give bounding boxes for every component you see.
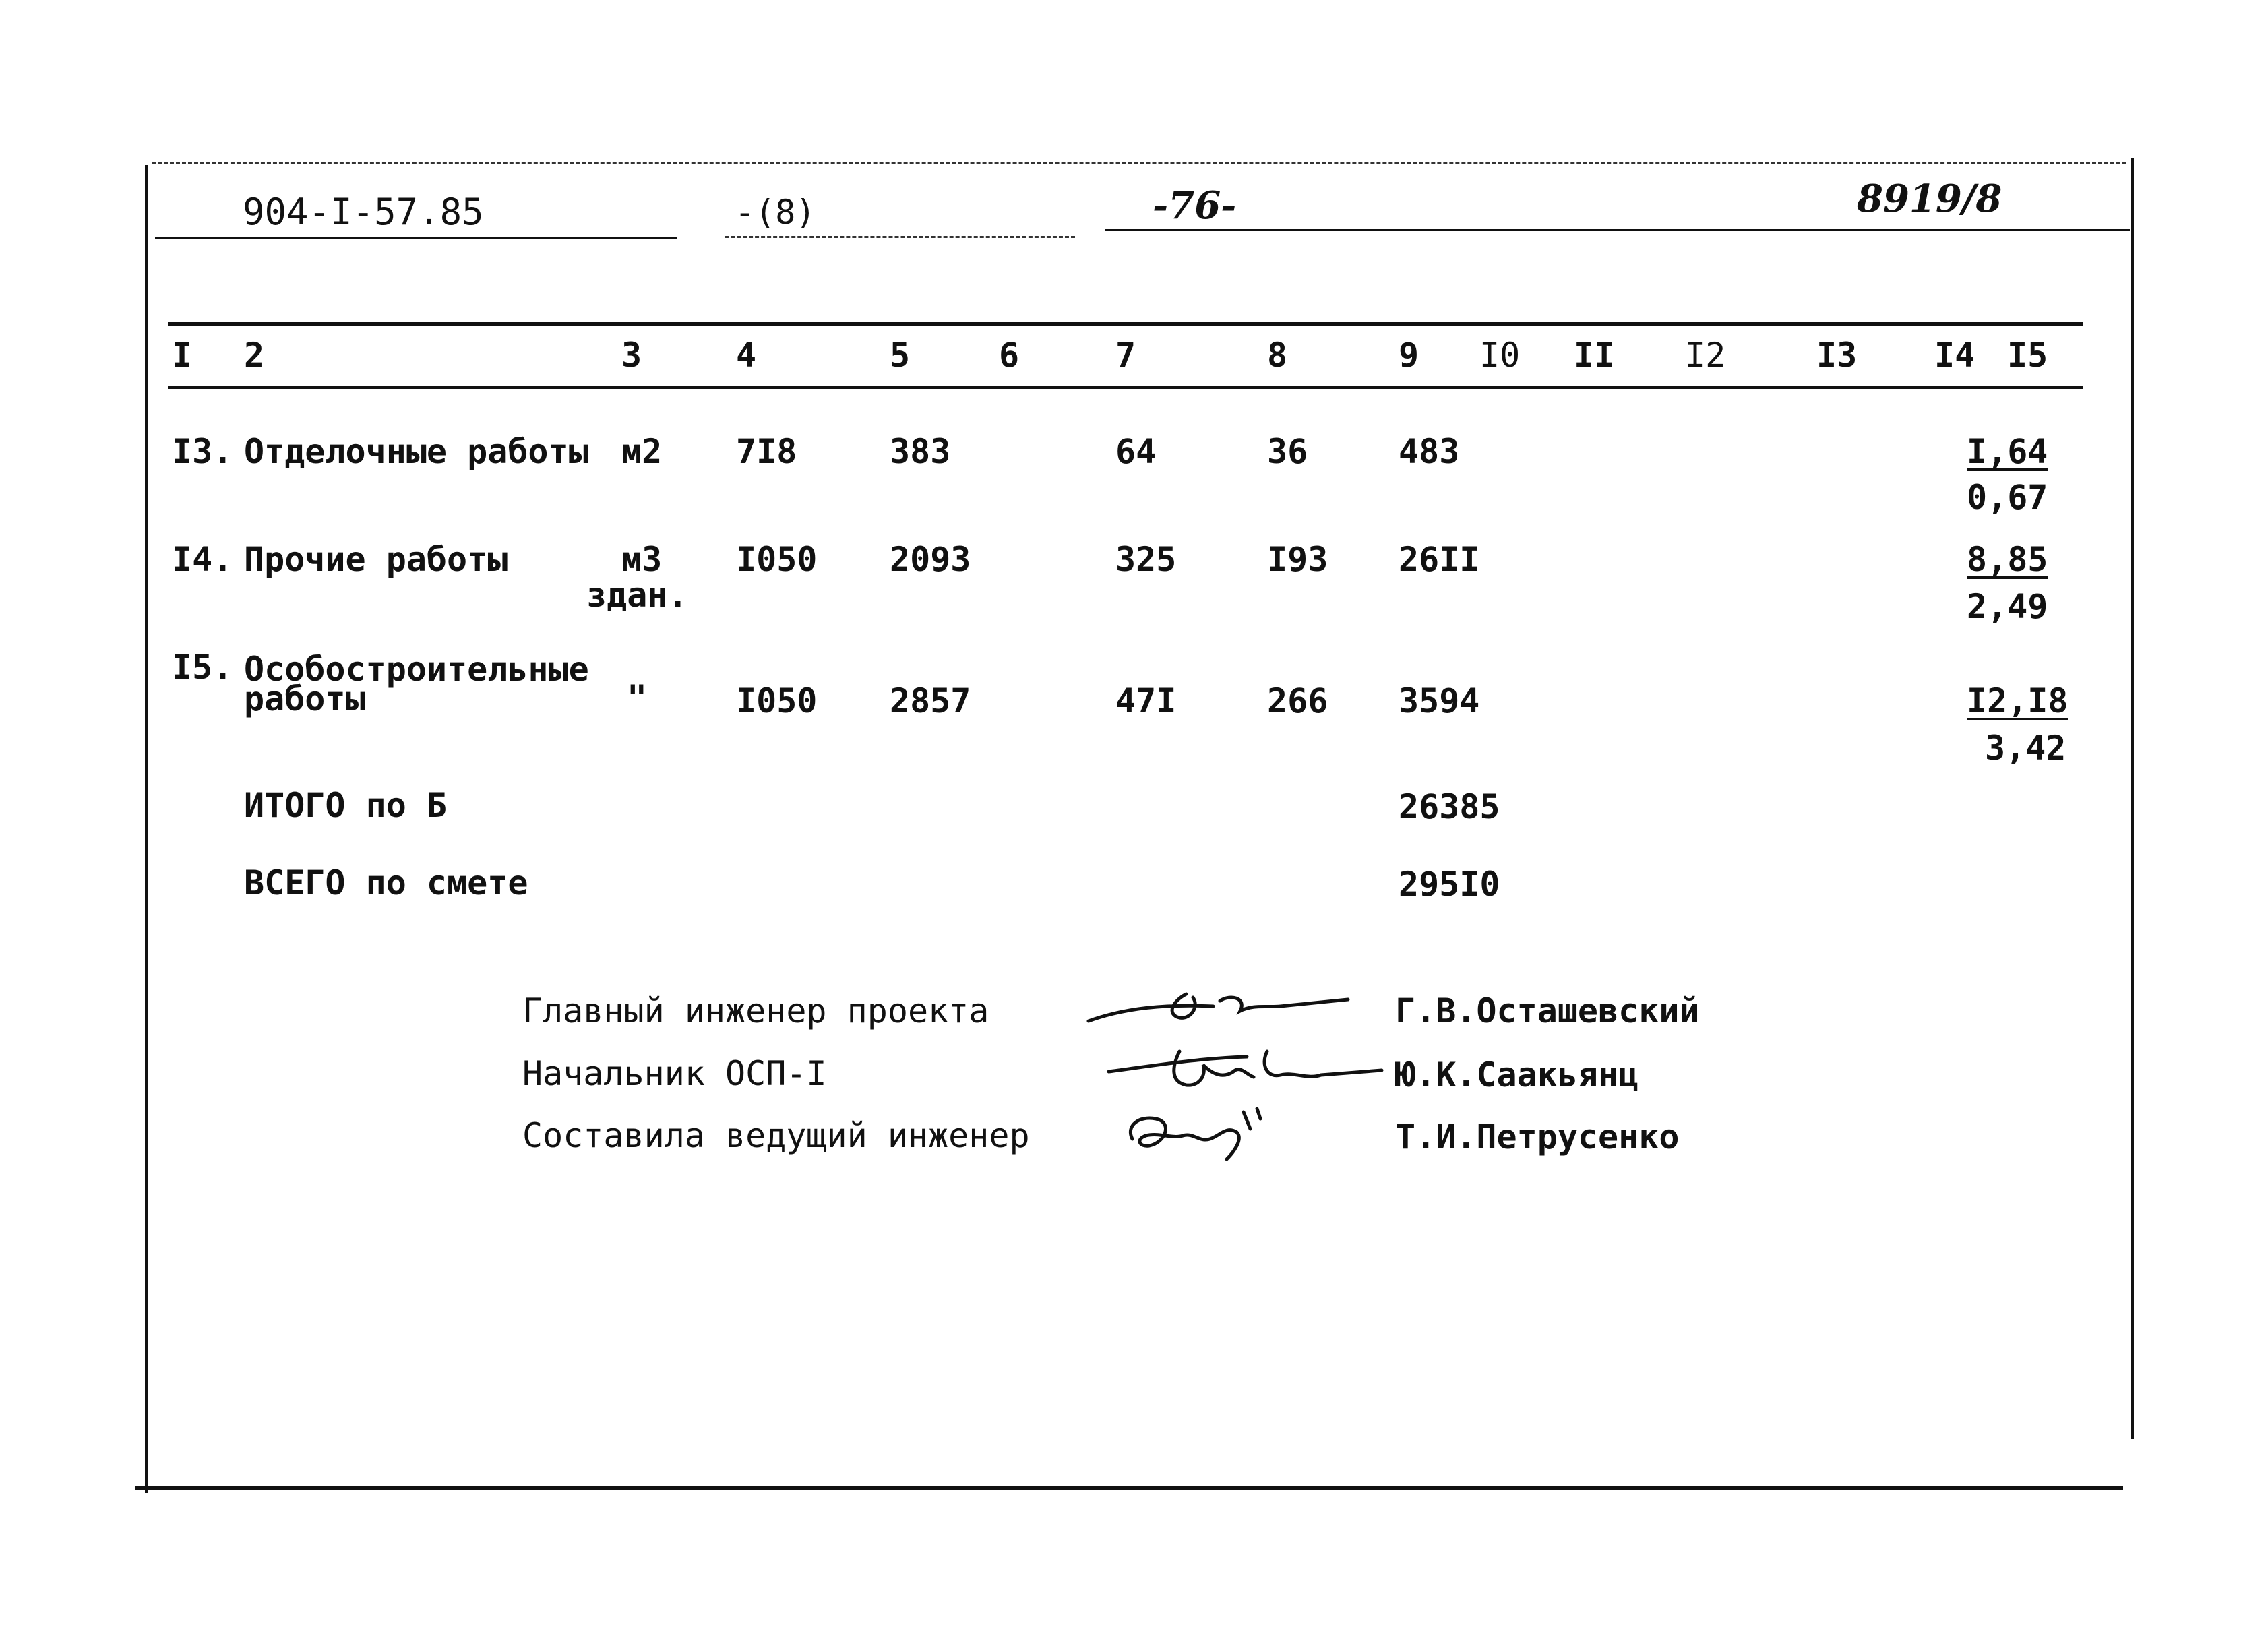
cell-col4: 7I8 <box>736 432 797 471</box>
cell-col8: 266 <box>1267 681 1328 720</box>
cell-col5: 2093 <box>890 540 971 579</box>
column-header: 2 <box>244 336 265 375</box>
column-header: I2 <box>1685 336 1726 375</box>
cell-col15-top: 8,85 <box>1967 540 2048 579</box>
column-header: I3 <box>1816 336 1858 375</box>
cell-col15-bottom: 2,49 <box>1967 587 2048 626</box>
cell-col4: I050 <box>736 540 818 579</box>
row-name: Особостроительные <box>244 650 589 689</box>
signature-scribble-1 <box>1085 981 1355 1035</box>
column-header: 3 <box>621 336 642 375</box>
row-name: Прочие работы <box>244 540 508 579</box>
cell-col15-bottom: 3,42 <box>1985 729 2066 768</box>
column-header: I <box>172 336 193 375</box>
right-border <box>2131 158 2134 1439</box>
cell-col9: 3594 <box>1399 681 1480 720</box>
signature-scribble-3 <box>1119 1099 1281 1166</box>
row-unit-line2: здан. <box>586 576 688 615</box>
row-name: Отделочные работы <box>244 432 589 471</box>
row-unit: м2 <box>621 432 663 471</box>
table-top-rule <box>168 322 2083 326</box>
column-header: 8 <box>1267 336 1288 375</box>
top-border <box>152 162 2126 164</box>
cell-col7: 325 <box>1115 540 1177 579</box>
column-header: 4 <box>736 336 757 375</box>
cell-col8: I93 <box>1267 540 1328 579</box>
column-header: 9 <box>1399 336 1419 375</box>
cell-col5: 383 <box>890 432 951 471</box>
total-value: 26385 <box>1399 787 1500 826</box>
doc-number: 904-I-57.85 <box>243 191 484 233</box>
row-unit: " <box>627 678 648 717</box>
signatory-role: Начальник ОСП-I <box>522 1054 827 1093</box>
signatory-role: Составила ведущий инженер <box>522 1116 1030 1155</box>
table-header-rule <box>168 386 2083 389</box>
signature-scribble-2 <box>1105 1038 1388 1099</box>
part-underline <box>725 236 1075 238</box>
row-name-line2: работы <box>244 679 366 718</box>
signatory-name: Г.В.Осташевский <box>1395 991 1700 1030</box>
column-header: I5 <box>2007 336 2048 375</box>
row-number: I5. <box>172 648 233 687</box>
total-value: 295I0 <box>1399 865 1500 904</box>
column-header: II <box>1574 336 1615 375</box>
column-header: I4 <box>1934 336 1975 375</box>
signatory-name: Т.И.Петрусенко <box>1395 1117 1680 1157</box>
bottom-border <box>135 1486 2123 1490</box>
row-number: I3. <box>172 432 233 471</box>
part-number: -(8) <box>735 193 816 232</box>
archive-number: 8919/8 <box>1857 177 2002 221</box>
page-number: -76- <box>1153 183 1237 228</box>
cell-col7: 64 <box>1115 432 1157 471</box>
cell-col4: I050 <box>736 681 818 720</box>
column-header: I0 <box>1479 336 1521 375</box>
row-unit: м3 <box>621 540 663 579</box>
cell-col15-top: I,64 <box>1967 432 2048 471</box>
cell-col15-bottom: 0,67 <box>1967 478 2048 517</box>
signatory-name: Ю.К.Саакьянц <box>1395 1055 1639 1095</box>
total-label: ИТОГО по Б <box>244 786 448 825</box>
column-header: 6 <box>999 336 1020 375</box>
cell-col15-top: I2,I8 <box>1967 681 2068 720</box>
column-header: 7 <box>1115 336 1136 375</box>
total-label: ВСЕГО по смете <box>244 863 528 902</box>
cell-col9: 483 <box>1399 432 1460 471</box>
cell-col7: 47I <box>1115 681 1177 720</box>
row-number: I4. <box>172 540 233 579</box>
cell-col9: 26II <box>1399 540 1480 579</box>
header-right-underline <box>1105 229 2130 231</box>
cell-col8: 36 <box>1267 432 1308 471</box>
column-header: 5 <box>890 336 911 375</box>
doc-number-underline <box>155 237 677 239</box>
cell-col5: 2857 <box>890 681 971 720</box>
left-border <box>145 165 148 1493</box>
signatory-role: Главный инженер проекта <box>522 991 989 1030</box>
